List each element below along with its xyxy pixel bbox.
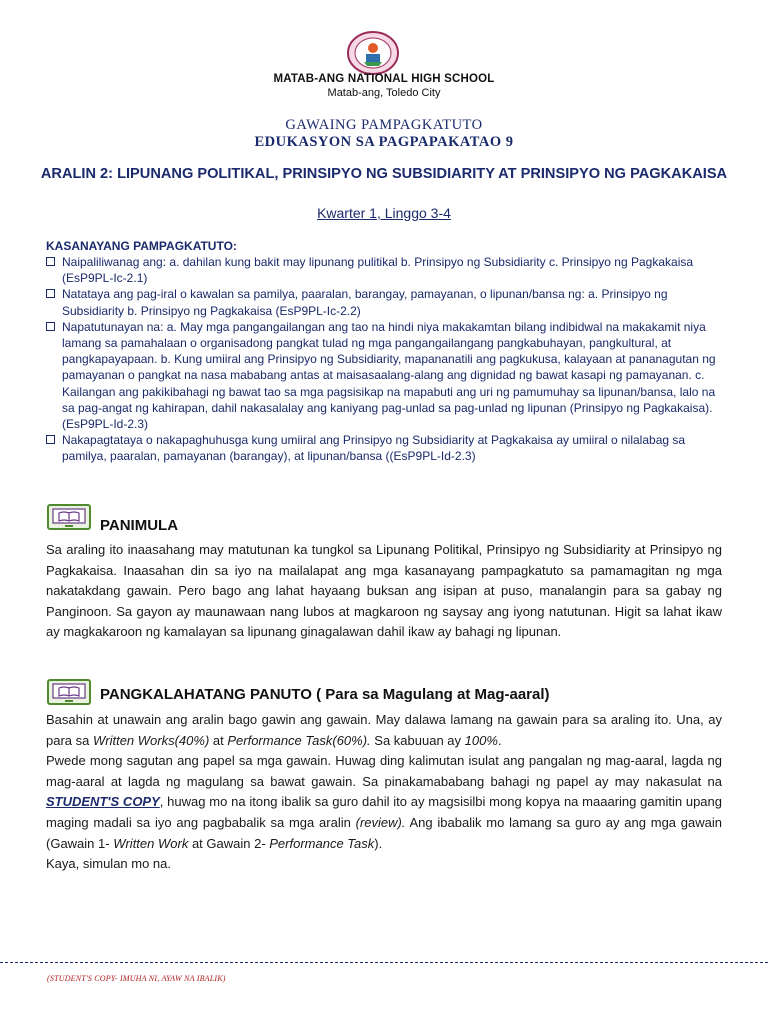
- competency-text: Natataya ang pag-iral o kawalan sa pamilya, paaralan, barangay, pamayanan, o lipunan/bansa ng: a. Prinsipyo ng Subsidiarity b. Prinsipyo ng Pagkakaisa (EsP9PL-Ic-2.2): [62, 287, 668, 318]
- competency-text: Naipaliliwanag ang: a. dahilan kung bakit may lipunang pulitikal b. Prinsipyo ng Subsidiarity c. Prinsipyo ng Pagkakaisa (EsP9PL-Ic-2.1): [62, 255, 694, 286]
- text-run: Sa kabuuan ay: [370, 732, 465, 748]
- text-run: , huwag mo na itong ibalik sa guro dahil ito ay magsisilbi mong kopya na maaaring gamitin upang maging madali sa iyo ang pagbabalik sa mga aralin: [46, 794, 722, 830]
- panimula-body: Sa araling ito inaasahang may matutunan ka tungkol sa Lipunang Politikal, Prinsipyo ng Subsidiarity at Prinsipyo ng Pagkakaisa. Inaasahan din sa iyo na mailalapat ang mga kasanayang pampagkatuto sa pamamagitan ng mga nakatakdang gawain. Pero bago ang lahat hayaang buksan ang isipan at puso, manalangin para sa gabay ng Panginoon. Sa gayon ay maunawaan nang lubos at magkaroon ng saysay ang iyong natutunan. Higit sa lahat ikaw ay magkakaroon ng kamalayan sa lipunang ginagalawan dahil ikaw ay bahagi ng lipunan.: [46, 542, 722, 640]
- students-copy-label: STUDENT'S COPY: [46, 794, 160, 810]
- school-name: MATAB-ANG NATIONAL HIGH SCHOOL: [273, 73, 495, 85]
- text-run: Ang ibabalik mo lamang sa guro ay ang mga gawain (Gawain 1-: [46, 814, 722, 851]
- competencies-list: [46, 254, 726, 465]
- review-text: (review).: [355, 814, 406, 830]
- cut-line-divider: [0, 962, 768, 963]
- lesson-title: ARALIN 2: LIPUNANG POLITIKAL, PRINSIPYO NG SUBSIDIARITY AT PRINSIPYO NG PAGKAKAISA: [40, 166, 728, 182]
- list-item: [46, 319, 726, 432]
- book-monitor-icon: [47, 679, 91, 705]
- module-title: GAWAING PAMPAGKATUTO: [285, 117, 483, 133]
- text-run: ).: [374, 835, 383, 851]
- text-run: at: [209, 732, 228, 748]
- school-seal-icon: [346, 30, 400, 76]
- total-percent-text: 100%: [464, 732, 498, 748]
- quarter-week: [0, 205, 768, 221]
- checkbox-bullet-icon: [46, 322, 55, 331]
- panimula-title: PANIMULA: [100, 517, 179, 534]
- competency-text: Nakapagtataya o nakapaghuhusga kung umiiral ang Prinsipyo ng Subsidiarity at Pagkakaisa ay umiiral o nilalabag sa pamilya, paaralan, pamayanan (barangay), at lipunan/bansa ((EsP9PL-Id-2.3): [62, 433, 686, 464]
- written-work-text: Written Work: [113, 835, 189, 851]
- competency-text: Napatutunayan na: a. May mga pangangailangan ang tao na hindi niya makakamtan bilang indibidwal na makakamit niya lamang sa pamahalaan o organisadong pangkat tulad ng mga pangangailangang pangkabuhayan, pangkultural, at pangkapayapaan. b. Kung umiiral ang Prinsipyo ng Subsidiarity, mapananatili ang pagkukusa, kalayaan at pananagutan ng pamayanan o pangkat na nasa mababang antas at maisasaalang-alang ang dignidad ng bawat kasapi ng pamayanan. c. Kailangan ang pakikibahagi ng bawat tao sa mga pagsisikap na mapabuti ang uri ng pamumuhay sa lipunan/bansa, lalo na sa pag-angat ng kahirapan, dahil nakasalalay ang kaniyang pag-unlad sa pag-unlad ng lipunan (Prinsipyo ng Pagkakaisa). (EsP9PL-Id-2.3): [62, 319, 716, 432]
- performance-task-text: Performance Task: [269, 835, 375, 851]
- text-run: Basahin at unawain ang aralin bago gawin ang gawain. May dalawa lamang na gawain para sa araling ito. Una, ay para sa: [46, 712, 722, 748]
- quarter-week-text: Kwarter 1, Linggo 3-4: [317, 205, 451, 221]
- written-works-text: Written Works(40%): [92, 732, 210, 748]
- text-run: Pwede mong sagutan ang papel sa mga gawain. Huwag ding kalimutan isulat ang pangalan ng mag-aaral, lagda ng mag-aaral at lagda ng magulang sa bawat gawain. Sa pinakamababang bahagi ng papel ay may nakasulat na: [46, 753, 722, 789]
- panuto-paragraph-2: [46, 751, 722, 854]
- list-item: [46, 286, 726, 318]
- list-item: [46, 254, 726, 286]
- panuto-title: PANGKALAHATANG PANUTO ( Para sa Magulang at Mag-aaral): [100, 686, 550, 703]
- text-run: .: [497, 732, 502, 748]
- checkbox-bullet-icon: [46, 289, 55, 298]
- checkbox-bullet-icon: [46, 435, 55, 444]
- footer-note: (STUDENT'S COPY- IMUHA NI, AYAW NA IBALIK): [47, 974, 226, 983]
- checkbox-bullet-icon: [46, 257, 55, 266]
- list-item: [46, 432, 726, 464]
- panuto-paragraph-1: [46, 710, 722, 751]
- competencies-heading: KASANAYANG PAMPAGKATUTO:: [46, 239, 237, 253]
- text-run: at Gawain 2-: [188, 835, 270, 851]
- panuto-paragraph-3: Kaya, simulan mo na.: [46, 856, 172, 872]
- school-address: Matab-ang, Toledo City: [327, 87, 441, 99]
- book-monitor-icon: [47, 504, 91, 530]
- subject-title: EDUKASYON SA PAGPAPAKATAO 9: [254, 134, 514, 150]
- performance-task-text: Performance Task(60%).: [227, 732, 371, 748]
- panuto-body: [46, 710, 722, 875]
